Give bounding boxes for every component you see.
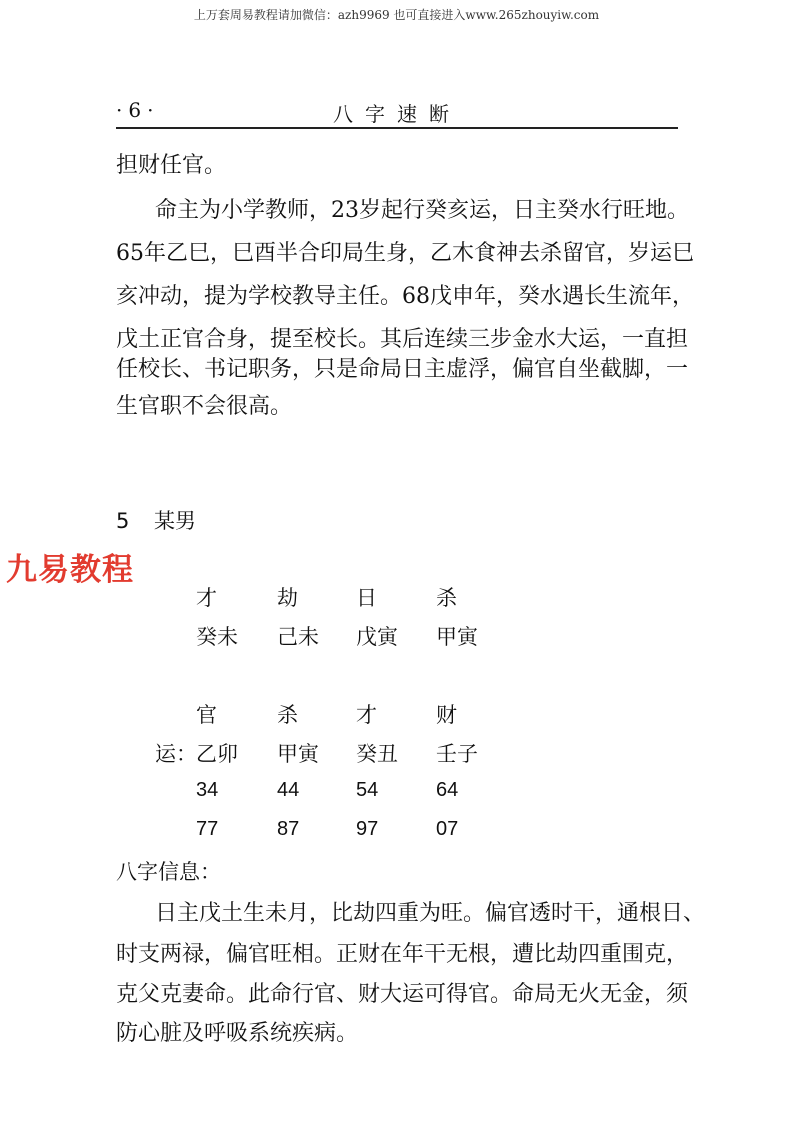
info-label: 八字信息：	[116, 860, 221, 884]
text-line: 生官职不会很高。	[116, 394, 293, 419]
pillar-god: 日	[356, 586, 377, 610]
section-title: 某男	[154, 509, 196, 533]
luck-pillar: 壬子	[436, 742, 478, 766]
pillar: 甲寅	[436, 625, 478, 649]
top-note: 上万套周易教程请加微信：azh9969 也可直接进入www.265zhouyiw.com	[193, 8, 600, 22]
luck-god: 杀	[277, 703, 298, 727]
pillar: 己未	[277, 625, 319, 649]
text-line: 戊土正官合身，提至校长。其后连续三步金水大运，一直担	[116, 327, 689, 352]
text-line: 65年乙巳，巳酉半合印局生身，乙木食神去杀留官，岁运巳	[116, 241, 694, 266]
text-line: 任校长、书记职务，只是命局日主虚浮，偏官自坐截脚，一	[116, 357, 689, 382]
text-line: 防心脏及呼吸系统疾病。	[116, 1021, 359, 1046]
text-line: 克父克妻命。此命行官、财大运可得官。命局无火无金，须	[116, 982, 689, 1007]
section-number: 5	[116, 509, 130, 533]
luck-god: 官	[196, 703, 217, 727]
luck-age: 44	[277, 779, 300, 801]
luck-god: 才	[356, 703, 377, 727]
luck-age: 34	[196, 779, 219, 801]
watermark-logo: 九易教程	[6, 552, 134, 588]
luck-year: 97	[356, 818, 379, 840]
section-heading	[116, 505, 196, 535]
header-rule	[116, 127, 678, 129]
text-line: 亥冲动，提为学校教导主任。68戊申年，癸水遇长生流年，	[116, 284, 694, 309]
luck-label: 运：	[155, 742, 197, 766]
luck-pillar: 癸丑	[356, 742, 398, 766]
pillar: 戊寅	[356, 625, 398, 649]
page-number: ·6·	[116, 98, 160, 122]
pillar-god: 杀	[436, 586, 457, 610]
luck-year: 77	[196, 818, 219, 840]
luck-year: 87	[277, 818, 300, 840]
luck-age: 64	[436, 779, 459, 801]
running-title: 八字速断	[333, 102, 461, 126]
text-line: 命主为小学教师，23岁起行癸亥运，日主癸水行旺地。	[155, 198, 689, 223]
luck-pillar: 乙卯	[196, 742, 238, 766]
text-line: 时支两禄，偏官旺相。正财在年干无根，遭比劫四重围克，	[116, 942, 689, 967]
pillar-god: 劫	[277, 586, 298, 610]
text-line: 日主戊土生未月，比劫四重为旺。偏官透时干，通根日、	[155, 901, 706, 926]
text-line: 担财任官。	[116, 153, 227, 178]
pillar-god: 才	[196, 586, 217, 610]
luck-year: 07	[436, 818, 459, 840]
luck-age: 54	[356, 779, 379, 801]
luck-pillar: 甲寅	[277, 742, 319, 766]
pillar: 癸未	[196, 625, 238, 649]
luck-god: 财	[436, 703, 457, 727]
